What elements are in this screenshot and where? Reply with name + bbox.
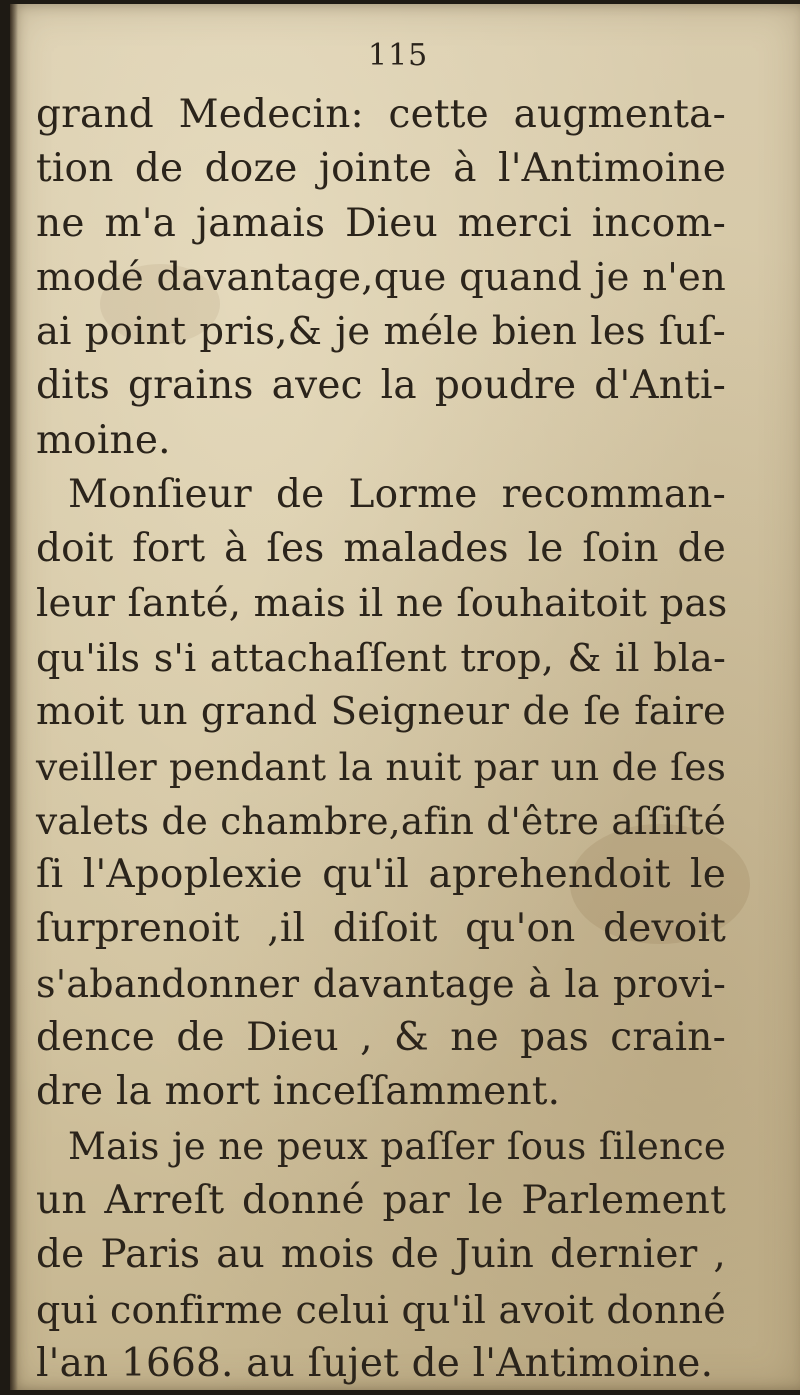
text-line: modé davantage,que quand je n'en	[36, 254, 726, 300]
text-line: tion de doze jointe à l'Antimoine	[36, 146, 726, 192]
text-line: qui confirme celui qu'il avoit donné	[36, 1287, 726, 1332]
text-line: ſurprenoit ,il diſoit qu'on devoit	[36, 906, 726, 952]
text-line: dence de Dieu , & ne pas crain-	[36, 1015, 726, 1061]
text-line: l'an 1668. au ſujet de l'Antimoine.	[36, 1340, 714, 1386]
text-line: ai point pris,& je méle bien les ſuſ-	[36, 309, 726, 355]
text-line: veiller pendant la nuit par un de ſes	[36, 744, 727, 789]
text-line: un Arreſt donné par le Parlement	[36, 1177, 726, 1223]
text-line: moit un grand Seigneur de ſe faire	[36, 689, 726, 735]
text-line: dits grains avec la poudre d'Anti-	[36, 363, 726, 409]
text-line: doit fort à ſes malades le ſoin de	[36, 526, 726, 572]
text-line: de Paris au mois de Juin dernier ,	[36, 1232, 726, 1278]
body-text	[36, 88, 726, 1391]
text-line: moine.	[36, 417, 171, 463]
text-line: s'abandonner davantage à la provi-	[36, 961, 726, 1006]
text-line: dre la mort inceſſamment.	[36, 1069, 561, 1115]
text-line: ne m'a jamais Dieu merci incom-	[36, 200, 726, 246]
text-line: ſi l'Apoplexie qu'il aprehendoit le	[36, 852, 726, 898]
text-line: Mais je ne peux paſſer ſous ſilence	[68, 1124, 726, 1168]
page-number: 115	[368, 38, 429, 73]
book-page	[10, 4, 800, 1390]
text-line: leur ſanté, mais il ne ſouhaitoit pas	[36, 580, 728, 626]
text-line: qu'ils s'i attachaſſent trop, & il bla-	[36, 635, 726, 680]
page-spine-shadow	[10, 4, 18, 1390]
text-line: Monſieur de Lorme recomman-	[68, 472, 726, 518]
text-line: valets de chambre,afin d'être aſſiſté	[36, 798, 726, 843]
text-line: grand Medecin: cette augmenta-	[36, 92, 726, 137]
